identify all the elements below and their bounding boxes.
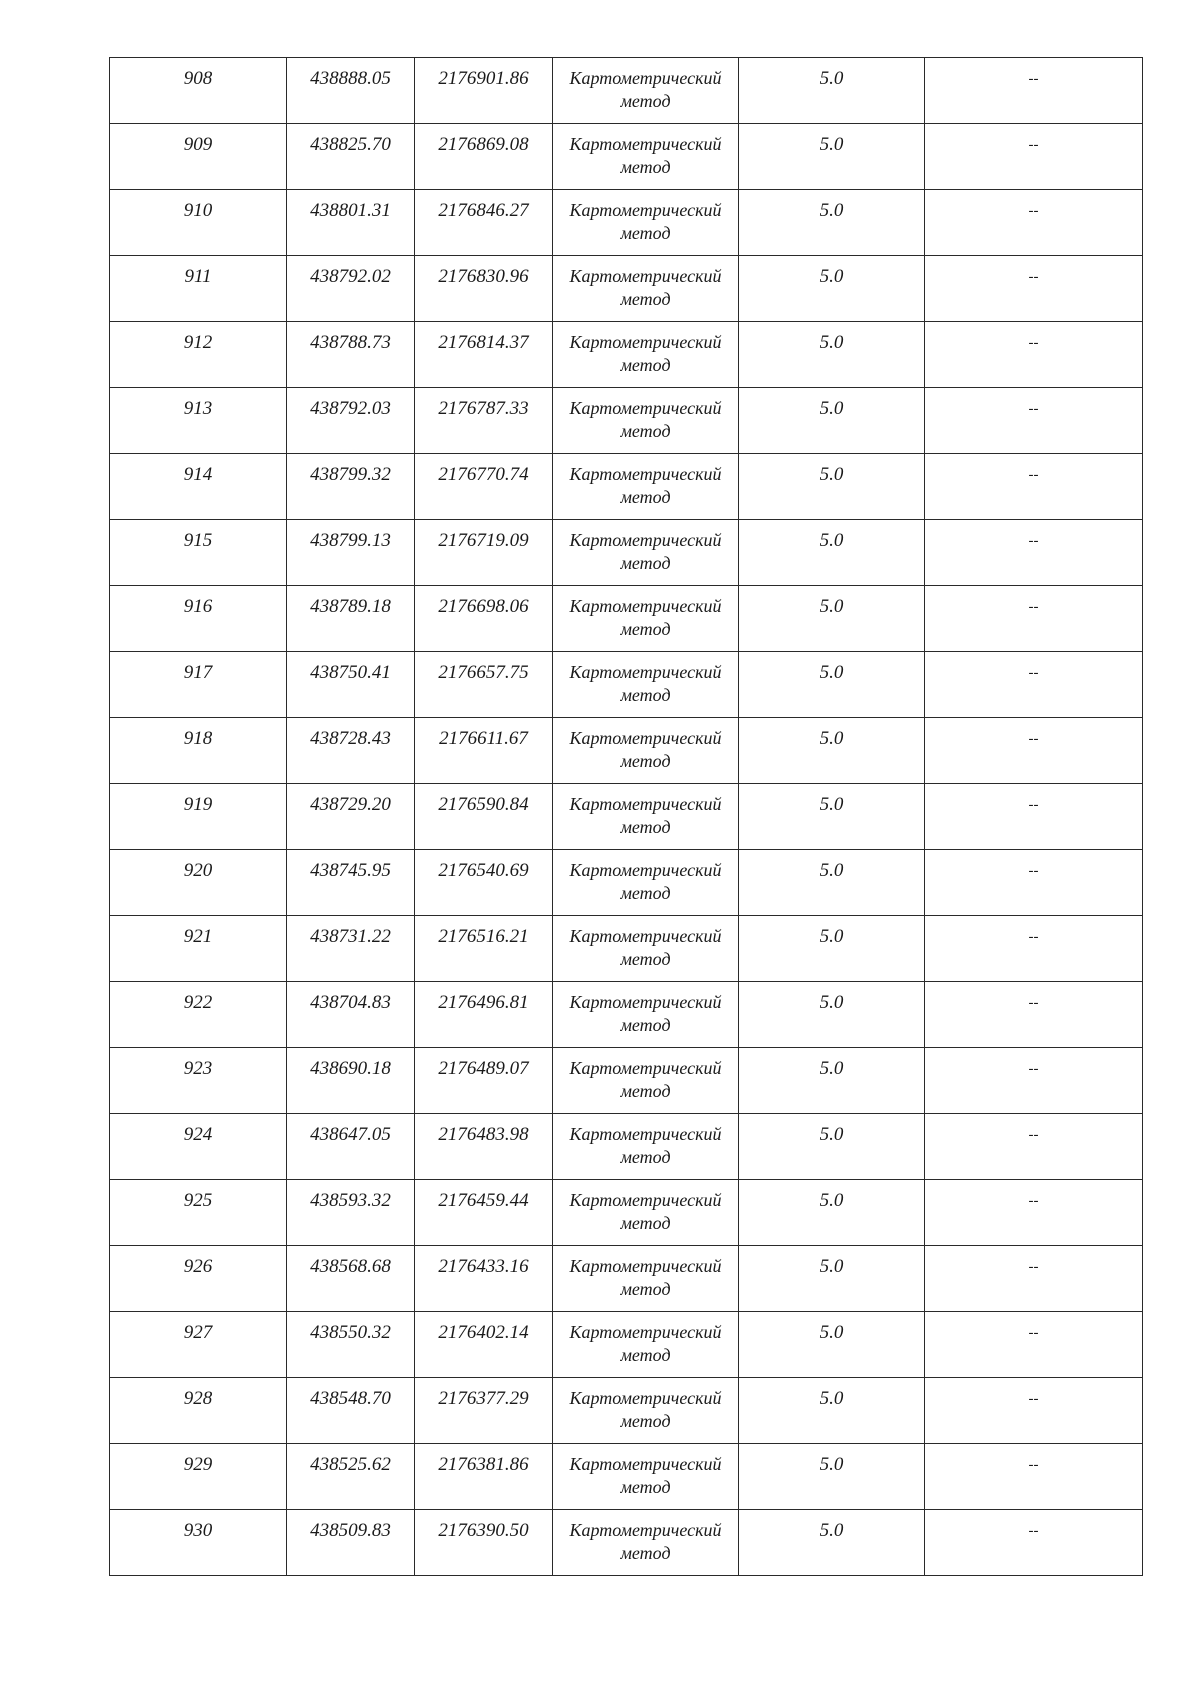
table-row <box>110 520 1143 586</box>
method-line-1: Картометрический <box>569 530 722 550</box>
method-line-2: метод <box>620 157 671 177</box>
method-cell <box>553 256 739 322</box>
method-line-2: метод <box>620 817 671 837</box>
method-cell <box>553 652 739 718</box>
method-line-1: Картометрический <box>569 200 722 220</box>
y-coordinate-cell: 2176483.98 <box>415 1114 553 1180</box>
accuracy-cell: 5.0 <box>739 982 925 1048</box>
coordinates-table <box>109 57 1143 1576</box>
accuracy-cell: 5.0 <box>739 718 925 784</box>
x-coordinate-cell: 438801.31 <box>287 190 415 256</box>
method-line-2: метод <box>620 1411 671 1431</box>
table-row <box>110 718 1143 784</box>
table-row <box>110 58 1143 124</box>
y-coordinate-cell: 2176390.50 <box>415 1510 553 1576</box>
note-cell: -- <box>925 256 1143 322</box>
note-cell: -- <box>925 1246 1143 1312</box>
method-line-1: Картометрический <box>569 68 722 88</box>
table-row <box>110 190 1143 256</box>
y-coordinate-cell: 2176698.06 <box>415 586 553 652</box>
accuracy-cell: 5.0 <box>739 190 925 256</box>
x-coordinate-cell: 438825.70 <box>287 124 415 190</box>
method-line-2: метод <box>620 883 671 903</box>
table-row <box>110 784 1143 850</box>
y-coordinate-cell: 2176830.96 <box>415 256 553 322</box>
y-coordinate-cell: 2176516.21 <box>415 916 553 982</box>
note-cell: -- <box>925 520 1143 586</box>
note-cell: -- <box>925 718 1143 784</box>
y-coordinate-cell: 2176459.44 <box>415 1180 553 1246</box>
method-line-1: Картометрический <box>569 992 722 1012</box>
y-coordinate-cell: 2176402.14 <box>415 1312 553 1378</box>
y-coordinate-cell: 2176846.27 <box>415 190 553 256</box>
note-cell: -- <box>925 982 1143 1048</box>
x-coordinate-cell: 438888.05 <box>287 58 415 124</box>
point-number-cell: 923 <box>110 1048 287 1114</box>
method-cell <box>553 58 739 124</box>
point-number-cell: 925 <box>110 1180 287 1246</box>
method-line-2: метод <box>620 1213 671 1233</box>
method-line-2: метод <box>620 949 671 969</box>
x-coordinate-cell: 438799.32 <box>287 454 415 520</box>
note-cell: -- <box>925 1180 1143 1246</box>
method-cell <box>553 1378 739 1444</box>
method-line-1: Картометрический <box>569 860 722 880</box>
method-line-1: Картометрический <box>569 794 722 814</box>
y-coordinate-cell: 2176901.86 <box>415 58 553 124</box>
point-number-cell: 916 <box>110 586 287 652</box>
method-line-1: Картометрический <box>569 464 722 484</box>
method-line-2: метод <box>620 1147 671 1167</box>
method-cell <box>553 520 739 586</box>
method-cell <box>553 1246 739 1312</box>
accuracy-cell: 5.0 <box>739 322 925 388</box>
note-cell: -- <box>925 652 1143 718</box>
x-coordinate-cell: 438788.73 <box>287 322 415 388</box>
method-cell <box>553 916 739 982</box>
method-line-2: метод <box>620 553 671 573</box>
x-coordinate-cell: 438704.83 <box>287 982 415 1048</box>
method-line-2: метод <box>620 1477 671 1497</box>
accuracy-cell: 5.0 <box>739 1180 925 1246</box>
y-coordinate-cell: 2176381.86 <box>415 1444 553 1510</box>
accuracy-cell: 5.0 <box>739 586 925 652</box>
method-line-1: Картометрический <box>569 1454 722 1474</box>
y-coordinate-cell: 2176496.81 <box>415 982 553 1048</box>
method-line-1: Картометрический <box>569 398 722 418</box>
method-cell <box>553 1048 739 1114</box>
accuracy-cell: 5.0 <box>739 1048 925 1114</box>
table-row <box>110 1246 1143 1312</box>
note-cell: -- <box>925 190 1143 256</box>
method-line-1: Картометрический <box>569 728 722 748</box>
method-cell <box>553 586 739 652</box>
point-number-cell: 927 <box>110 1312 287 1378</box>
method-line-1: Картометрический <box>569 1256 722 1276</box>
accuracy-cell: 5.0 <box>739 1444 925 1510</box>
table-row <box>110 1378 1143 1444</box>
note-cell: -- <box>925 784 1143 850</box>
y-coordinate-cell: 2176590.84 <box>415 784 553 850</box>
point-number-cell: 914 <box>110 454 287 520</box>
method-line-1: Картометрический <box>569 134 722 154</box>
x-coordinate-cell: 438509.83 <box>287 1510 415 1576</box>
method-line-1: Картометрический <box>569 1124 722 1144</box>
note-cell: -- <box>925 1510 1143 1576</box>
method-line-1: Картометрический <box>569 1190 722 1210</box>
table-row <box>110 982 1143 1048</box>
method-line-1: Картометрический <box>569 1388 722 1408</box>
table-row <box>110 322 1143 388</box>
y-coordinate-cell: 2176814.37 <box>415 322 553 388</box>
table-row <box>110 1444 1143 1510</box>
note-cell: -- <box>925 1444 1143 1510</box>
x-coordinate-cell: 438731.22 <box>287 916 415 982</box>
method-line-2: метод <box>620 355 671 375</box>
table-row <box>110 1114 1143 1180</box>
method-line-2: метод <box>620 1345 671 1365</box>
y-coordinate-cell: 2176433.16 <box>415 1246 553 1312</box>
method-cell <box>553 1114 739 1180</box>
x-coordinate-cell: 438647.05 <box>287 1114 415 1180</box>
method-cell <box>553 1180 739 1246</box>
point-number-cell: 921 <box>110 916 287 982</box>
table-row <box>110 1510 1143 1576</box>
accuracy-cell: 5.0 <box>739 454 925 520</box>
note-cell: -- <box>925 322 1143 388</box>
point-number-cell: 924 <box>110 1114 287 1180</box>
method-cell <box>553 124 739 190</box>
method-line-2: метод <box>620 487 671 507</box>
point-number-cell: 908 <box>110 58 287 124</box>
y-coordinate-cell: 2176719.09 <box>415 520 553 586</box>
method-line-2: метод <box>620 91 671 111</box>
accuracy-cell: 5.0 <box>739 124 925 190</box>
point-number-cell: 918 <box>110 718 287 784</box>
point-number-cell: 920 <box>110 850 287 916</box>
table-row <box>110 850 1143 916</box>
method-cell <box>553 322 739 388</box>
note-cell: -- <box>925 124 1143 190</box>
table-row <box>110 388 1143 454</box>
note-cell: -- <box>925 850 1143 916</box>
x-coordinate-cell: 438593.32 <box>287 1180 415 1246</box>
method-line-2: метод <box>620 1015 671 1035</box>
table-row <box>110 916 1143 982</box>
table-row <box>110 454 1143 520</box>
method-line-2: метод <box>620 289 671 309</box>
accuracy-cell: 5.0 <box>739 1246 925 1312</box>
point-number-cell: 929 <box>110 1444 287 1510</box>
method-cell <box>553 190 739 256</box>
method-line-2: метод <box>620 421 671 441</box>
method-line-2: метод <box>620 1081 671 1101</box>
method-line-2: метод <box>620 1543 671 1563</box>
note-cell: -- <box>925 58 1143 124</box>
y-coordinate-cell: 2176869.08 <box>415 124 553 190</box>
method-line-1: Картометрический <box>569 1058 722 1078</box>
y-coordinate-cell: 2176540.69 <box>415 850 553 916</box>
method-line-1: Картометрический <box>569 266 722 286</box>
note-cell: -- <box>925 916 1143 982</box>
accuracy-cell: 5.0 <box>739 520 925 586</box>
table-row <box>110 124 1143 190</box>
method-cell <box>553 850 739 916</box>
method-cell <box>553 1312 739 1378</box>
note-cell: -- <box>925 388 1143 454</box>
x-coordinate-cell: 438690.18 <box>287 1048 415 1114</box>
x-coordinate-cell: 438792.03 <box>287 388 415 454</box>
x-coordinate-cell: 438789.18 <box>287 586 415 652</box>
table-row <box>110 256 1143 322</box>
x-coordinate-cell: 438548.70 <box>287 1378 415 1444</box>
note-cell: -- <box>925 1048 1143 1114</box>
method-cell <box>553 982 739 1048</box>
accuracy-cell: 5.0 <box>739 784 925 850</box>
accuracy-cell: 5.0 <box>739 1114 925 1180</box>
accuracy-cell: 5.0 <box>739 256 925 322</box>
x-coordinate-cell: 438550.32 <box>287 1312 415 1378</box>
accuracy-cell: 5.0 <box>739 1510 925 1576</box>
point-number-cell: 915 <box>110 520 287 586</box>
y-coordinate-cell: 2176489.07 <box>415 1048 553 1114</box>
table-row <box>110 652 1143 718</box>
method-line-2: метод <box>620 1279 671 1299</box>
y-coordinate-cell: 2176770.74 <box>415 454 553 520</box>
accuracy-cell: 5.0 <box>739 1312 925 1378</box>
method-cell <box>553 1444 739 1510</box>
table-row <box>110 1312 1143 1378</box>
accuracy-cell: 5.0 <box>739 388 925 454</box>
point-number-cell: 922 <box>110 982 287 1048</box>
x-coordinate-cell: 438792.02 <box>287 256 415 322</box>
accuracy-cell: 5.0 <box>739 850 925 916</box>
y-coordinate-cell: 2176611.67 <box>415 718 553 784</box>
accuracy-cell: 5.0 <box>739 58 925 124</box>
note-cell: -- <box>925 1114 1143 1180</box>
method-cell <box>553 718 739 784</box>
point-number-cell: 926 <box>110 1246 287 1312</box>
point-number-cell: 910 <box>110 190 287 256</box>
point-number-cell: 913 <box>110 388 287 454</box>
table-body <box>110 58 1143 1576</box>
point-number-cell: 930 <box>110 1510 287 1576</box>
x-coordinate-cell: 438729.20 <box>287 784 415 850</box>
point-number-cell: 912 <box>110 322 287 388</box>
accuracy-cell: 5.0 <box>739 1378 925 1444</box>
point-number-cell: 917 <box>110 652 287 718</box>
x-coordinate-cell: 438728.43 <box>287 718 415 784</box>
note-cell: -- <box>925 586 1143 652</box>
table-row <box>110 1180 1143 1246</box>
point-number-cell: 928 <box>110 1378 287 1444</box>
method-line-2: метод <box>620 685 671 705</box>
method-line-1: Картометрический <box>569 1322 722 1342</box>
note-cell: -- <box>925 454 1143 520</box>
note-cell: -- <box>925 1378 1143 1444</box>
table-row <box>110 586 1143 652</box>
y-coordinate-cell: 2176377.29 <box>415 1378 553 1444</box>
x-coordinate-cell: 438525.62 <box>287 1444 415 1510</box>
accuracy-cell: 5.0 <box>739 916 925 982</box>
method-cell <box>553 388 739 454</box>
method-line-2: метод <box>620 751 671 771</box>
method-line-1: Картометрический <box>569 332 722 352</box>
method-line-1: Картометрический <box>569 662 722 682</box>
method-line-1: Картометрический <box>569 596 722 616</box>
x-coordinate-cell: 438799.13 <box>287 520 415 586</box>
method-line-1: Картометрический <box>569 1520 722 1540</box>
table-row <box>110 1048 1143 1114</box>
x-coordinate-cell: 438750.41 <box>287 652 415 718</box>
y-coordinate-cell: 2176657.75 <box>415 652 553 718</box>
point-number-cell: 909 <box>110 124 287 190</box>
method-line-2: метод <box>620 619 671 639</box>
x-coordinate-cell: 438745.95 <box>287 850 415 916</box>
note-cell: -- <box>925 1312 1143 1378</box>
point-number-cell: 919 <box>110 784 287 850</box>
method-line-1: Картометрический <box>569 926 722 946</box>
method-cell <box>553 454 739 520</box>
y-coordinate-cell: 2176787.33 <box>415 388 553 454</box>
point-number-cell: 911 <box>110 256 287 322</box>
method-cell <box>553 784 739 850</box>
x-coordinate-cell: 438568.68 <box>287 1246 415 1312</box>
accuracy-cell: 5.0 <box>739 652 925 718</box>
method-cell <box>553 1510 739 1576</box>
method-line-2: метод <box>620 223 671 243</box>
